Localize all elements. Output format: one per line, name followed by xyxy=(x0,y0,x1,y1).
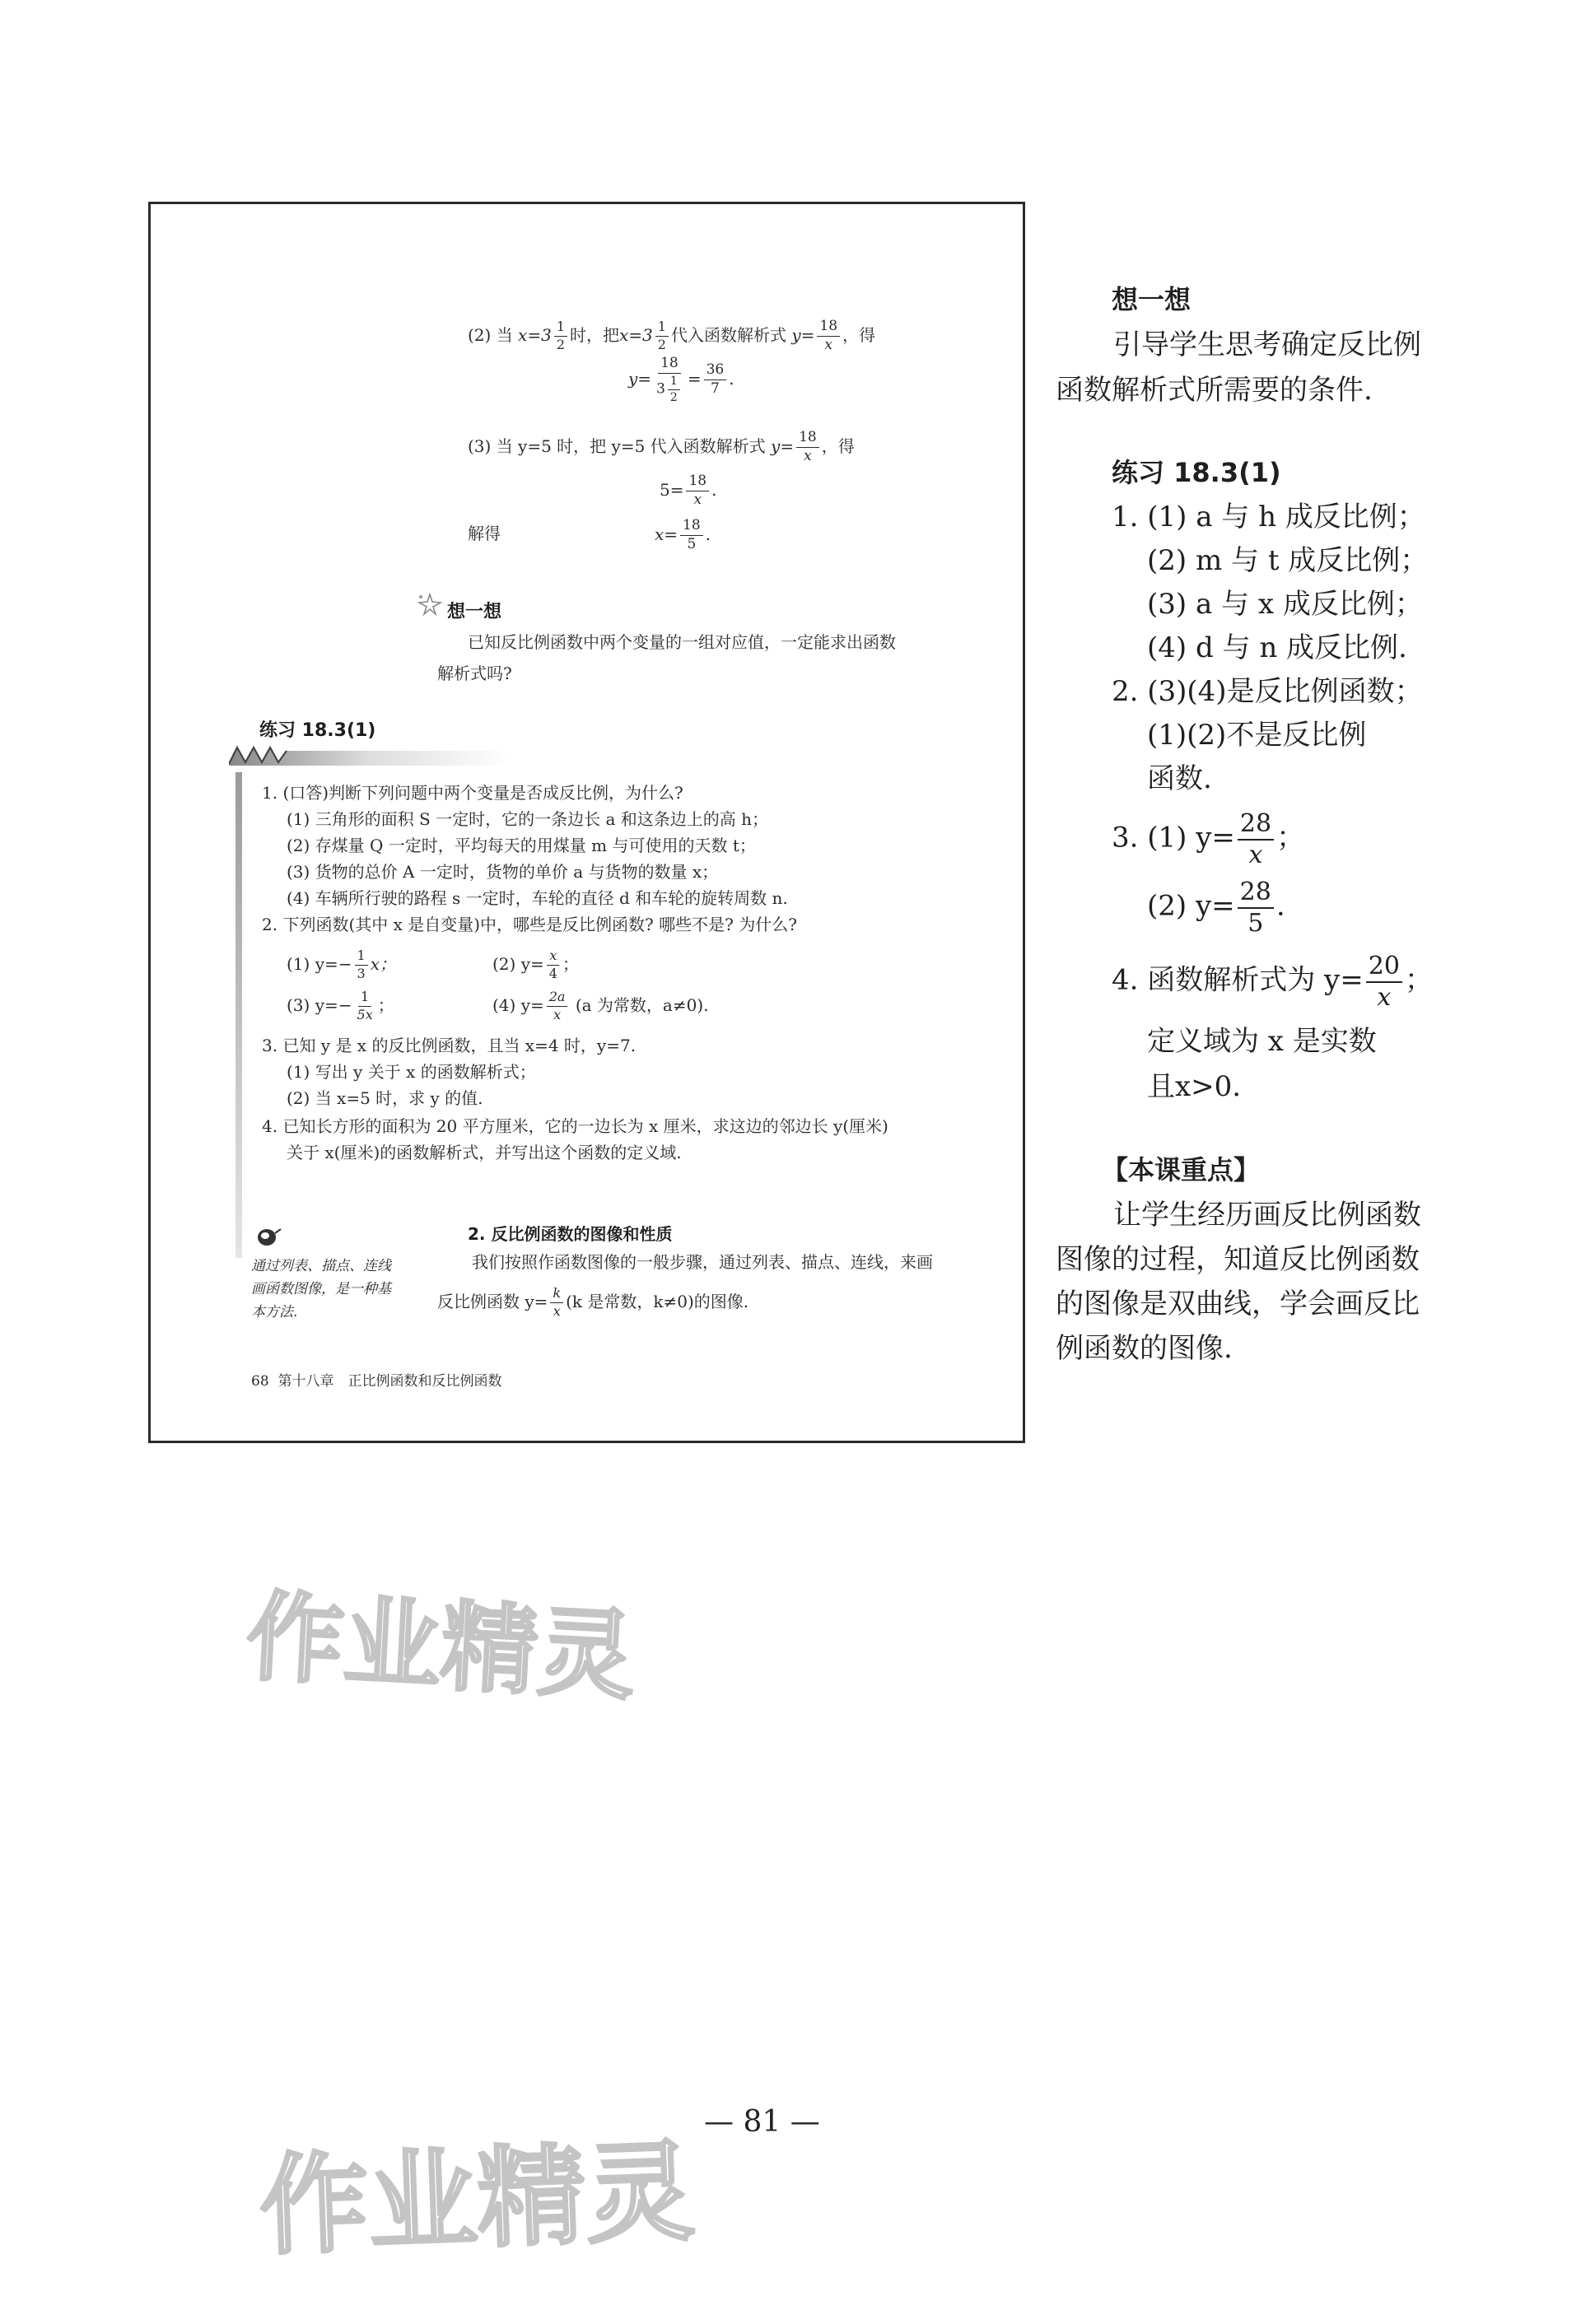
q1-a: (1) 三角形的面积 S 一定时，它的一条边长 a 和这条边上的高 h； xyxy=(287,809,768,829)
focus-title: 【本课重点】 xyxy=(1102,1154,1261,1185)
q1-d: (4) 车辆所行驶的路程 s 一定时，车轮的直径 d 和车轮的旋转周数 n. xyxy=(287,888,788,908)
think-line-2: 解析式吗? xyxy=(437,664,512,683)
answer-3-1: 3. (1) y= $\frac{28}{x}$ ； xyxy=(1112,809,1305,869)
q2-option-3: (3) y=− $\frac{1}{5x}$ ； xyxy=(287,989,394,1022)
example-part3-solve-label: 解得 xyxy=(468,524,501,543)
answer-2-3: 函数. xyxy=(1147,762,1212,795)
q3-a: (1) 写出 y 关于 x 的函数解析式； xyxy=(287,1062,536,1082)
watermark-top: 作业精灵 xyxy=(244,1579,638,1714)
note-line-2: 画函数图像，是一种基 xyxy=(251,1281,391,1297)
page-number: — 81 — xyxy=(704,2105,820,2139)
q2: 2. 下列函数(其中 x 是自变量)中，哪些是反比例函数? 哪些不是? 为什么? xyxy=(262,915,797,934)
example-part2-calc: y= 18 3 $\frac{1}{2}$ = $\frac{36}{7}$ . xyxy=(628,355,735,404)
exercise-ribbon xyxy=(229,739,509,777)
think-line-1: 已知反比例函数中两个变量的一组对应值，一定能求出函数 xyxy=(468,632,896,652)
q1-b: (2) 存煤量 Q 一定时，平均每天的用煤量 m 与可使用的天数 t； xyxy=(287,836,756,855)
section-title: 2. 反比例函数的图像和性质 xyxy=(468,1224,673,1244)
answer-1-3: (3) a 与 x 成反比例； xyxy=(1147,588,1423,621)
answer-1-2: (2) m 与 t 成反比例； xyxy=(1147,544,1429,577)
answer-4-1: 4. 函数解析式为 y= $\frac{20}{x}$ ； xyxy=(1112,952,1433,1012)
focus-line-3: 的图像是双曲线，学会画反比 xyxy=(1056,1288,1420,1320)
example-part3-equation: 5= $\frac{18}{x}$ . xyxy=(660,473,717,508)
focus-line-1: 让学生经历画反比例函数 xyxy=(1113,1199,1421,1232)
q2-option-1: (1) y=− $\frac{1}{3}$ x； xyxy=(287,948,396,981)
exercise-side-bar xyxy=(236,772,242,1258)
answer-3-2: (2) y= $\frac{28}{5}$ . xyxy=(1147,878,1285,938)
q1-c: (3) 货物的总价 A 一定时，货物的单价 a 与货物的数量 x； xyxy=(287,862,719,882)
think-title: 想一想 xyxy=(447,602,502,622)
q4-b: 关于 x(厘米)的函数解析式，并写出这个函数的定义域. xyxy=(287,1143,682,1162)
answer-4-3: 且x>0. xyxy=(1147,1070,1242,1103)
watermark-bottom: 作业精灵 xyxy=(257,2128,697,2271)
answer-2-2: (1)(2)不是反比例 xyxy=(1147,719,1367,752)
note-line-3: 本方法. xyxy=(251,1304,298,1320)
textbook-page xyxy=(148,202,1025,1443)
q1: 1. (口答)判断下列问题中两个变量是否成反比例，为什么? xyxy=(262,783,683,803)
example-part2-line: (2) 当 x=3 $\frac{1}{2}$ 时，把x=3 $\frac{1}{2}$ 代入函数解析式 y= $\frac{18}{x}$ ，得 xyxy=(468,318,876,353)
answer-1-1: 1. (1) a 与 h 成反比例； xyxy=(1112,501,1425,533)
sidebar-think-title: 想一想 xyxy=(1112,284,1192,315)
q3: 3. 已知 y 是 x 的反比例函数，且当 x=4 时，y=7. xyxy=(262,1036,637,1055)
think-sparkle-icon xyxy=(416,593,444,619)
example-part3-solution: x= $\frac{18}{5}$ . xyxy=(655,517,711,552)
q3-b: (2) 当 x=5 时，求 y 的值. xyxy=(287,1088,483,1108)
exercise-title: 练习 18.3(1) xyxy=(259,720,376,741)
answer-1-4: (4) d 与 n 成反比例. xyxy=(1147,631,1407,664)
sidebar-exercise-title: 练习 18.3(1) xyxy=(1112,457,1281,488)
footer-page-number: 68 xyxy=(251,1373,269,1390)
footer-chapter: 第十八章 正比例函数和反比例函数 xyxy=(277,1373,502,1390)
answer-4-2: 定义域为 x 是实数 xyxy=(1147,1025,1377,1058)
section-line-1: 我们按照作函数图像的一般步骤，通过列表、描点、连线，来画 xyxy=(472,1252,933,1272)
sidebar-think-line-2: 函数解析式所需要的条件. xyxy=(1056,374,1373,407)
focus-line-4: 例函数的图像. xyxy=(1056,1332,1233,1365)
example-part3-line: (3) 当 y=5 时，把 y=5 代入函数解析式 y= $\frac{18}{x}$ ，得 xyxy=(468,429,855,464)
section-line-2: 反比例函数 y= $\frac{k}{x}$ (k 是常数，k≠0)的图像. xyxy=(437,1285,749,1319)
q4: 4. 已知长方形的面积为 20 平方厘米，它的一边长为 x 厘米，求这边的邻边长 y(厘米) xyxy=(262,1116,888,1136)
focus-line-2: 图像的过程，知道反比例函数 xyxy=(1056,1243,1420,1276)
q2-option-2: (2) y= $\frac{x}{4}$ ； xyxy=(492,948,579,981)
note-line-1: 通过列表、描点、连线 xyxy=(251,1258,391,1274)
textbook-footer xyxy=(251,1375,501,1389)
answer-2-1: 2. (3)(4)是反比例函数； xyxy=(1112,675,1423,708)
q2-option-4: (4) y= $\frac{2a}{x}$ (a 为常数，a≠0). xyxy=(492,989,709,1022)
sidebar-think-line-1: 引导学生思考确定反比例 xyxy=(1113,328,1421,361)
note-icon xyxy=(254,1225,283,1253)
